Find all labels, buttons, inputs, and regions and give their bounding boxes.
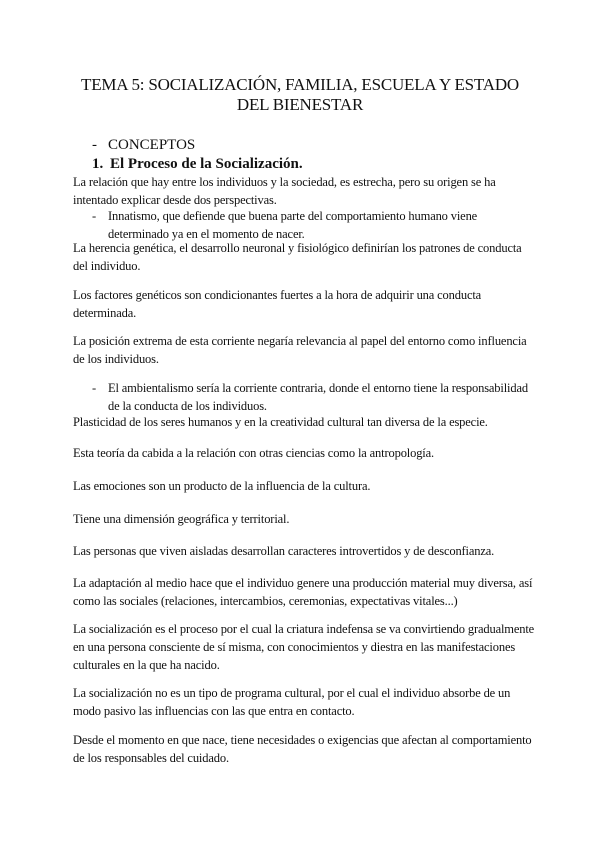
document-title-line-1: TEMA 5: SOCIALIZACIÓN, FAMILIA, ESCUELA Y ESTADO — [81, 75, 519, 94]
list-item-text: El ambientalismo sería la corriente contraria, donde el entorno tiene la responsabilidad de la conducta de los individuos. — [108, 381, 528, 413]
dash-bullet: - — [92, 137, 97, 153]
paragraph: La relación que hay entre los individuos y la sociedad, es estrecha, pero su origen se ha intentado explicar desde dos perspectivas. — [73, 175, 496, 207]
conceptos-heading — [92, 136, 195, 154]
paragraph: La socialización no es un tipo de programa cultural, por el cual el individuo absorbe de un modo pasivo las influencias con las que entra en contacto. — [73, 686, 511, 718]
conceptos-label: CONCEPTOS — [108, 137, 196, 153]
section-number: 1. — [92, 156, 104, 172]
paragraph: Desde el momento en que nace, tiene necesidades o exigencias que afectan al comportamiento de los responsables del cuidado. — [73, 733, 532, 765]
paragraph: La adaptación al medio hace que el individuo genere una producción material muy diversa, así como las sociales (relaciones, intercambios, ceremonias, expectativas vitales...) — [73, 576, 533, 608]
paragraph: Plasticidad de los seres humanos y en la creatividad cultural tan diversa de la especie. — [73, 415, 488, 429]
paragraph: Tiene una dimensión geográfica y territorial. — [73, 512, 290, 526]
paragraph: Las personas que viven aisladas desarrollan caracteres introvertidos y de desconfianza. — [73, 544, 495, 558]
list-item — [92, 207, 538, 243]
dash-bullet: - — [92, 209, 97, 223]
section-heading — [92, 155, 303, 173]
list-item — [92, 379, 538, 415]
paragraph: Los factores genéticos son condicionantes fuertes a la hora de adquirir una conducta determinada. — [73, 288, 482, 320]
paragraph: La herencia genética, el desarrollo neuronal y fisiológico definirían los patrones de conducta del individuo. — [73, 241, 522, 273]
paragraph: La posición extrema de esta corriente negaría relevancia al papel del entorno como influencia de los individuos. — [73, 334, 527, 366]
paragraph: Las emociones son un producto de la influencia de la cultura. — [73, 479, 371, 493]
document-title-line-2: DEL BIENESTAR — [236, 95, 364, 114]
paragraph: Esta teoría da cabida a la relación con otras ciencias como la antropología. — [73, 446, 435, 460]
section-title: El Proceso de la Socialización. — [110, 156, 303, 172]
list-item-text: Innatismo, que defiende que buena parte del comportamiento humano viene determinado ya en el momento de nacer. — [108, 209, 478, 241]
dash-bullet: - — [92, 381, 97, 395]
paragraph: La socialización es el proceso por el cual la criatura indefensa se va convirtiendo gradualmente en una persona consciente de sí misma, con conocimientos y diestra en las manifestaciones culturales en la que ha nacido. — [73, 622, 535, 672]
